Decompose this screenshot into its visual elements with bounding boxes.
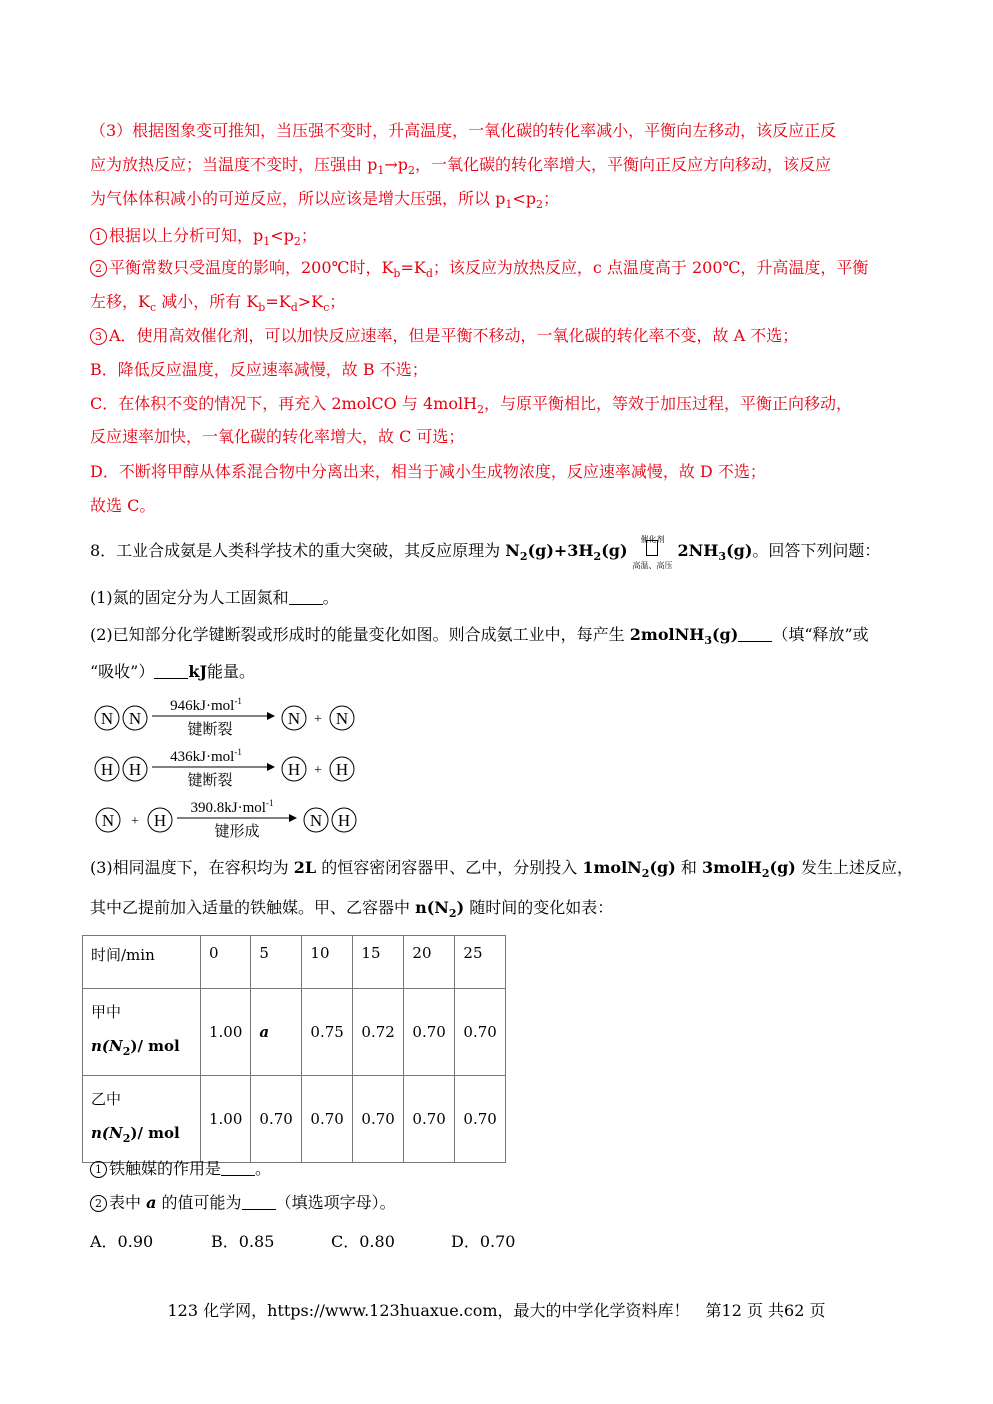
atom-label: H: [153, 811, 167, 830]
circled-number: 1: [90, 1161, 107, 1178]
table-header-cell: 25: [455, 936, 506, 989]
atom-label: N: [309, 811, 323, 830]
atom-label: H: [335, 760, 349, 779]
table-cell: 0.70: [404, 1076, 455, 1163]
n2-time-table: [82, 935, 506, 1163]
atom-label: H: [287, 760, 301, 779]
option-a[interactable]: A．0.90: [90, 1232, 154, 1251]
answer-line: 反应速率加快，一氧化碳的转化率增大，故 C 可选；: [90, 427, 465, 446]
atom-label: N: [335, 709, 349, 728]
table-row: [83, 989, 506, 1076]
atom-label: H: [100, 760, 114, 779]
table-cell: 0.70: [251, 1076, 302, 1163]
answer-line: C．在体积不变的情况下，再充入 2molCO 与 4molH$_2$，与原平衡相比，等效于加压过程，平衡正向移动，: [90, 394, 853, 416]
sub-question-2: 2 表中 a 的值可能为 （填选项字母）。: [90, 1193, 396, 1213]
circled-number: 3: [90, 328, 107, 345]
energy-label: 390.8kJ·mol$^{-1}$: [190, 798, 274, 816]
answer-line: 为气体体积减小的可逆反应，所以应该是增大压强，所以 $p_1<p_2$；: [90, 189, 560, 211]
answer-blank[interactable]: [221, 1161, 255, 1176]
table-cell: 0.70: [404, 989, 455, 1076]
bond-energy-diagram: [88, 692, 368, 842]
row-label-cell: 乙中 $n(N_2)/$ mol: [83, 1076, 201, 1163]
table-header-row: [83, 936, 506, 989]
equilibrium-arrow-icon: 催化剂 高温、高压: [632, 535, 673, 570]
answer-blank[interactable]: [289, 590, 323, 605]
table-cell: a: [251, 989, 302, 1076]
question-8-2-cont: “吸收”） kJ能量。: [90, 662, 256, 681]
process-label: 键断裂: [187, 722, 233, 738]
energy-label: 436kJ·mol$^{-1}$: [170, 747, 242, 765]
option-b[interactable]: B．0.85: [211, 1232, 275, 1251]
answer-blank[interactable]: [738, 627, 772, 642]
circled-number: 2: [90, 260, 107, 277]
process-label: 键形成: [214, 824, 260, 840]
answer-line: 2 平衡常数只受温度的影响，200℃时，$K_b=K_d$；该反应为放热反应，c 点温度高于 200℃，升高温度，平衡: [90, 258, 868, 284]
option-d[interactable]: D．0.70: [451, 1232, 516, 1251]
page-footer: 123 化学网，https://www.123huaxue.com，最大的中学化学资料库！ 第12 页 共62 页: [167, 1301, 826, 1320]
question-8-1: (1)氮的固定分为人工固氮和 。: [90, 588, 339, 607]
table-header-cell: 20: [404, 936, 455, 989]
table-cell: 0.70: [302, 1076, 353, 1163]
question-8-3: (3)相同温度下，在容积均为 2L 的恒容密闭容器甲、乙中，分别投入 1molN$_2$(g) 和 3molH$_2$(g) 发生上述反应，: [90, 858, 913, 880]
atom-label: N: [100, 709, 114, 728]
answer-line: D．不断将甲醇从体系混合物中分离出来，相当于减小生成物浓度，反应速率减慢，故 D 不选；: [90, 462, 766, 481]
atom-label: N: [128, 709, 142, 728]
question-8-intro: 8．工业合成氨是人类科学技术的重大突破，其反应原理为 $N_2(g)+3H_2(g)$ 催化剂 高温、高压 $2NH_3(g)$。回答下列问题：: [90, 535, 881, 570]
table-cell: 0.70: [455, 989, 506, 1076]
table-cell: 1.00: [201, 989, 251, 1076]
table-row: [83, 1076, 506, 1163]
energy-label: 946kJ·mol$^{-1}$: [170, 696, 242, 714]
answer-line: 3 A．使用高效催化剂，可以加快反应速率，但是平衡不移动，一氧化碳的转化率不变，故 A 不选；: [90, 326, 798, 346]
circled-number: 1: [90, 228, 107, 245]
plus-sign: +: [131, 814, 139, 829]
question-8-2: (2)已知部分化学键断裂或形成时的能量变化如图。则合成氨工业中，每产生 2molNH$_3$(g) （填“释放”或: [90, 625, 869, 647]
table-cell: 0.72: [353, 989, 404, 1076]
answer-blank[interactable]: [154, 664, 188, 679]
table-cell: 0.70: [353, 1076, 404, 1163]
atom-label: N: [287, 709, 301, 728]
answer-line: 应为放热反应；当温度不变时，压强由 $p_1\to p_2$，一氧化碳的转化率增大，平衡向正反应方向移动，该反应: [90, 155, 832, 177]
option-c[interactable]: C．0.80: [331, 1232, 395, 1251]
plus-sign: +: [314, 763, 322, 778]
sub-question-1: 1 铁触媒的作用是 。: [90, 1159, 271, 1179]
row-label-cell: 甲中 $n(N_2)/$ mol: [83, 989, 201, 1076]
table-header-cell: 5: [251, 936, 302, 989]
answer-line: B．降低反应温度，反应速率减慢，故 B 不选；: [90, 360, 428, 379]
table-cell: 0.75: [302, 989, 353, 1076]
table-cell: 0.70: [455, 1076, 506, 1163]
answer-blank[interactable]: [242, 1195, 276, 1210]
answer-line: 1 根据以上分析可知，$p_1<p_2$；: [90, 226, 317, 252]
table-header-cell: 15: [353, 936, 404, 989]
plus-sign: +: [314, 712, 322, 727]
answer-line: 故选 C。: [90, 496, 156, 515]
question-8-3-cont: 其中乙提前加入适量的铁触媒。甲、乙容器中 $n(N_2)$ 随时间的变化如表：: [90, 898, 614, 920]
table-cell: 1.00: [201, 1076, 251, 1163]
process-label: 键断裂: [187, 773, 233, 789]
table-header-cell: 0: [201, 936, 251, 989]
atom-label: H: [337, 811, 351, 830]
atom-label: H: [128, 760, 142, 779]
answer-line: （3）根据图象变可推知，当压强不变时，升高温度，一氧化碳的转化率减小，平衡向左移动，该反应正反: [90, 121, 837, 140]
answer-line: 左移，$K_c$ 减小，所有 $K_b=K_d>K_c$；: [90, 292, 346, 314]
atom-label: N: [101, 811, 115, 830]
table-header-cell: 时间/min: [83, 936, 201, 989]
circled-number: 2: [90, 1195, 107, 1212]
table-header-cell: 10: [302, 936, 353, 989]
